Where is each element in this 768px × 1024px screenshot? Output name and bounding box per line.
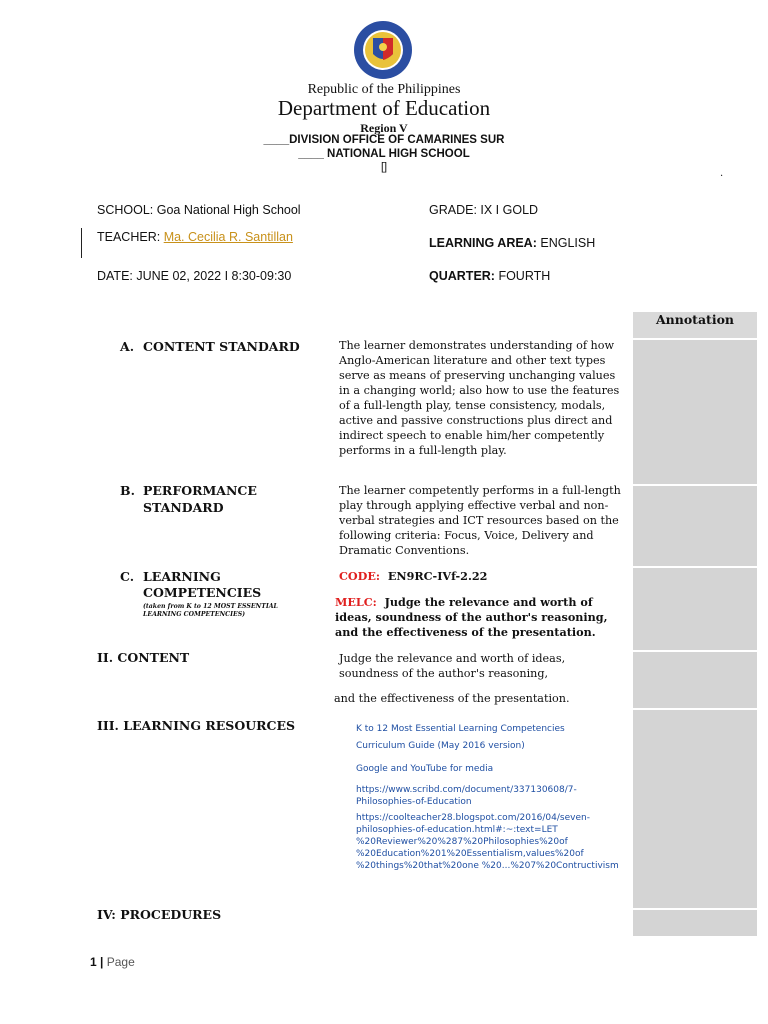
resource-item-4[interactable]: https://www.scribd.com/document/337130608/7-Philosophies-of-Education [356,785,577,807]
melc-label: MELC: [335,595,377,609]
annotation-cell-b[interactable] [633,484,757,566]
page-separator: | [100,955,104,969]
quarter-label: QUARTER: [429,269,495,283]
section-b-title-2: STANDARD [143,500,224,515]
school-line: ____ NATIONAL HIGH SCHOOL [298,148,470,160]
resource-item-2[interactable]: Curriculum Guide (May 2016 version) [356,741,525,751]
code-value: EN9RC-IVf-2.22 [387,569,488,583]
quarter-field [429,269,550,283]
section-c-title-2: COMPETENCIES [143,585,262,600]
section-a-title: CONTENT STANDARD [143,339,300,354]
section-c-label: C. [120,569,135,584]
annotation-cell-procedures[interactable] [633,908,757,936]
content-standard-text: The learner demonstrates understanding of how Anglo-American literature and other text types serve as means of preserving unchanging values in a changing world; also how to use the features of a full-length play, tense consistency, modals, active and passive constructions plus direct and indirect speech to enable him/her competently performs in a full-length play. [339,339,620,457]
school-field: SCHOOL: Goa National High School [97,203,301,217]
grade-field: GRADE: IX I GOLD [429,203,539,217]
annotation-cell-content[interactable] [633,650,757,708]
resource-item-3[interactable]: Google and YouTube for media [356,764,494,774]
learning-area-value: ENGLISH [540,236,596,250]
section-c-title-1: LEARNING [143,569,221,584]
competencies-note: (taken from K to 12 MOST ESSENTIAL LEARNING COMPETENCIES) [143,603,278,618]
section-b-title-1: PERFORMANCE [143,483,257,498]
melc-block [335,595,625,640]
region-line: Region V [360,121,408,135]
section-b-label: B. [120,483,135,498]
page-footer [90,955,135,969]
department-title: Department of Education [277,96,491,120]
learning-area-field [429,236,595,250]
date-field: DATE: JUNE 02, 2022 I 8:30-09:30 [97,269,292,283]
resources-title: III. LEARNING RESOURCES [97,718,295,733]
teacher-name[interactable]: Ma. Cecilia R. Santillan [163,230,293,244]
procedures-title: IV: PROCEDURES [97,907,222,922]
resource-item-5[interactable]: https://coolteacher28.blogspot.com/2016/04/seven-philosophies-of-education.html#:~:text=LET %20Reviewer%20%287%20Philosophies%20of %20Education%201%20Essentialism,values%20of %20things%20that%20one %20...%207%20Contructivism [356,813,619,871]
stray-dot: . [720,168,724,179]
division-line: ____DIVISION OFFICE OF CAMARINES SUR [263,134,505,146]
teacher-label: TEACHER: [97,230,161,244]
performance-standard-text: The learner competently performs in a full-length play through applying effective verbal and non-verbal strategies and ICT resources based on the following criteria: Focus, Voice, Delivery and Dramatic Conventions. [339,484,621,557]
content-title: II. CONTENT [97,650,190,665]
quarter-value: FOURTH [498,269,551,283]
annotation-cell-a[interactable] [633,338,757,484]
code-line [339,569,487,584]
republic-line: Republic of the Philippines [307,82,461,97]
teacher-field [97,230,293,244]
resource-item-1[interactable]: K to 12 Most Essential Learning Competencies [356,724,565,734]
melc-text: Judge the relevance and worth of ideas, soundness of the author's reasoning, and the effectiveness of the presentation. [335,595,608,639]
content-text-2: and the effectiveness of the presentation. [334,692,570,705]
annotation-cell-c[interactable] [633,566,757,650]
annotation-header: Annotation [655,312,735,327]
text-cursor [81,228,82,258]
page-number: 1 [90,955,97,969]
annotation-column [633,312,757,934]
deped-seal [338,20,428,80]
page-word: Page [106,955,135,969]
annotation-cell-resources[interactable] [633,708,757,908]
placeholder-box: [] [380,161,388,173]
section-a-label: A. [120,339,135,354]
code-label: CODE: [339,569,381,583]
content-text-1: Judge the relevance and worth of ideas, soundness of the author's reasoning, [339,652,566,680]
learning-area-label: LEARNING AREA: [429,236,537,250]
